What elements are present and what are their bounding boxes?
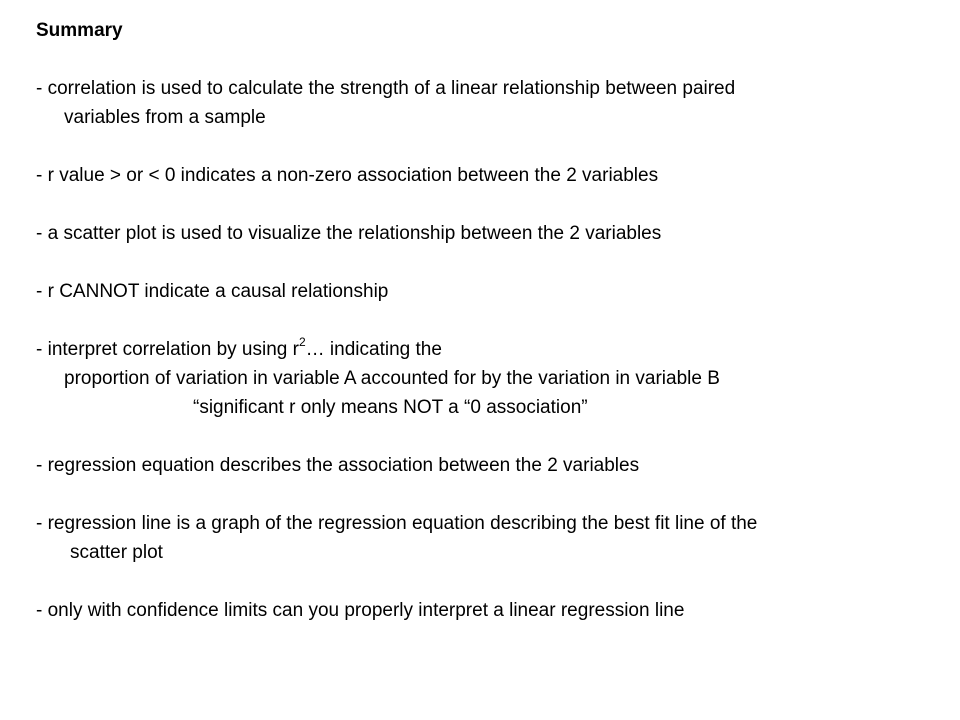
slide-title: Summary — [36, 20, 123, 41]
bullet-causal: - r CANNOT indicate a causal relationship — [36, 281, 389, 302]
interpret-suffix: … indicating the — [305, 339, 442, 360]
bullet-correlation-line1: - correlation is used to calculate the strength of a linear relationship between paired — [36, 78, 736, 99]
bullet-regression-line2: scatter plot — [70, 542, 163, 563]
interpret-superscript: 2 — [298, 334, 306, 349]
bullet-regression-equation: - regression equation describes the association between the 2 variables — [36, 455, 640, 476]
bullet-regression-line1: - regression line is a graph of the regression equation describing the best fit line of the — [36, 513, 758, 534]
bullet-scatter-plot: - a scatter plot is used to visualize the relationship between the 2 variables — [36, 223, 662, 244]
bullet-interpret-line1 — [36, 334, 442, 362]
bullet-confidence: - only with confidence limits can you properly interpret a linear regression line — [36, 600, 685, 621]
bullet-r-value: - r value > or < 0 indicates a non-zero association between the 2 variables — [36, 165, 659, 186]
interpret-prefix: - interpret correlation by using r — [36, 339, 299, 360]
bullet-correlation-line2: variables from a sample — [64, 107, 266, 128]
bullet-interpret-line2: proportion of variation in variable A accounted for by the variation in variable B — [64, 368, 720, 389]
bullet-interpret-line3: “significant r only means NOT a “0 association” — [193, 397, 588, 418]
